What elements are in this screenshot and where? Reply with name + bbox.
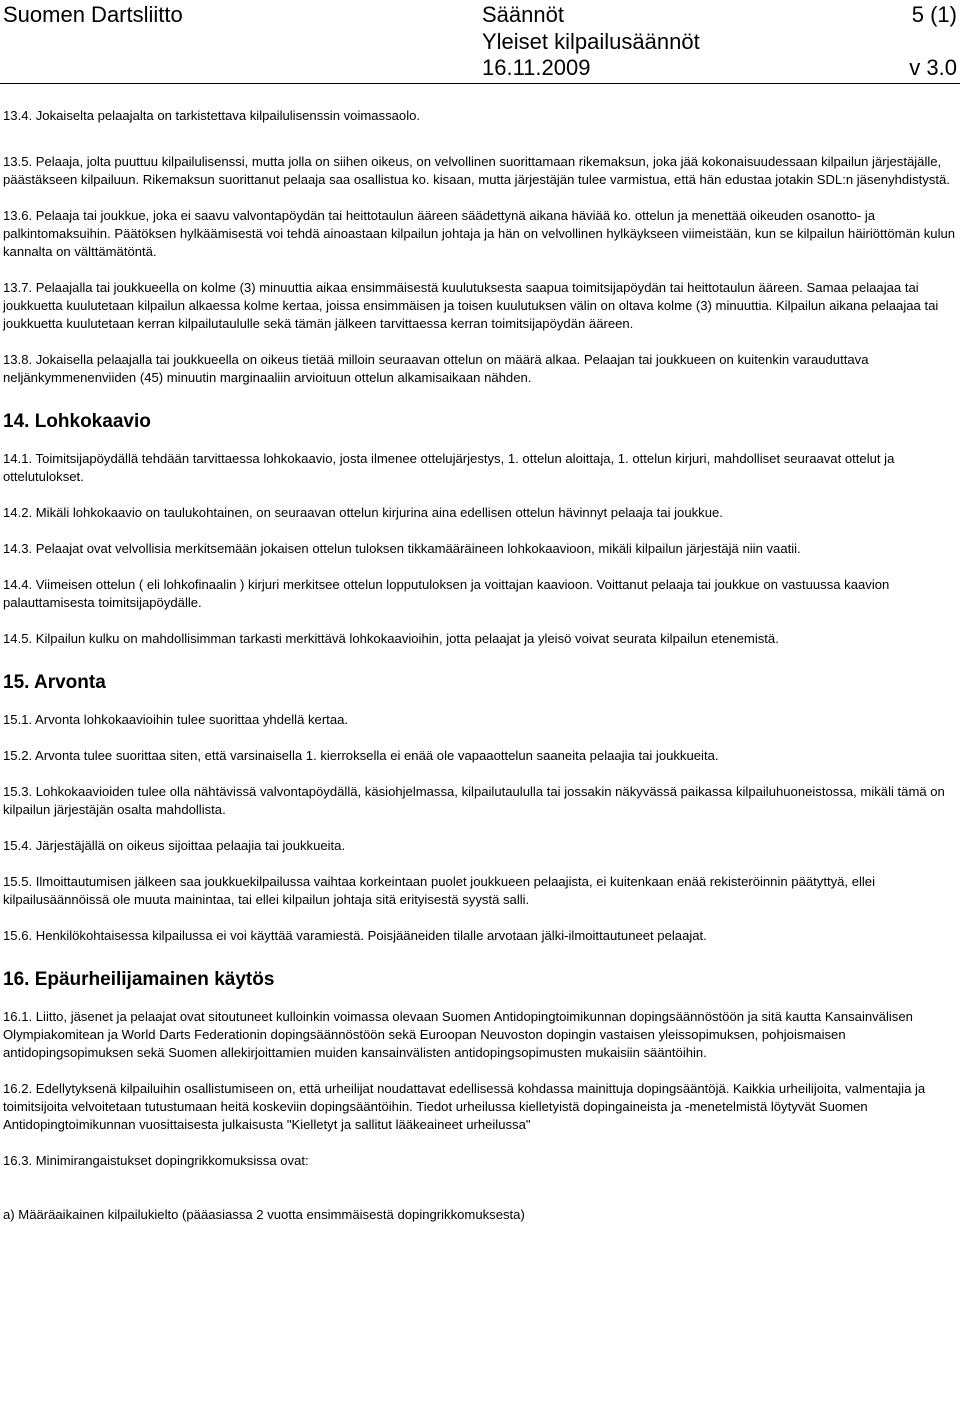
- paragraph-14-5: 14.5. Kilpailun kulku on mahdollisimman tarkasti merkittävä lohkokaavioihin, jotta pelaajat ja yleisö voivat seurata kilpailun etenemistä.: [3, 631, 779, 646]
- document-version: v 3.0: [909, 55, 957, 80]
- document-subtitle: Yleiset kilpailusäännöt: [482, 29, 700, 54]
- section-heading-14: 14. Lohkokaavio: [3, 411, 151, 432]
- paragraph-16-2: 16.2. Edellytyksenä kilpailuihin osallistumiseen on, että urheilijat noudattavat edellisessä kohdassa mainittuja dopingsääntöjä. Kaikkia urheilijoita, valmentajia ja toimitsijoita velvoitetaan tutustumaan heitä koskeviin dopingsääntöihin. Tiedot urheilussa kielletyistä dopingaineista ja -menetelmistä löytyvät Suomen Antidopingtoimikunnan vuosittaisesta julkaisusta "Kielletyt ja sallitut lääkeaineet urheilussa": [3, 1081, 926, 1132]
- paragraph-16-3-a: a) Määräaikainen kilpailukielto (pääasiassa 2 vuotta ensimmäisestä dopingrikkomuksesta): [3, 1207, 525, 1222]
- paragraph-16-1: 16.1. Liitto, jäsenet ja pelaajat ovat sitoutuneet kulloinkin voimassa olevaan Suomen Antidopingtoimikunnan dopingsäännöstöön ja sitä kautta Kansainvälisen Olympiakomitean ja World Darts Federationin dopingsäännöstöön sekä Euroopan Neuvoston dopingin vastaisen yleissopimuksen, pohjoismaisen antidopingsopimuksen sekä Suomen allekirjoittamien muiden kansainvälisten antidopingsopimusten mukaisiin sääntöihin.: [3, 1009, 913, 1060]
- paragraph-13-7: 13.7. Pelaajalla tai joukkueella on kolme (3) minuuttia aikaa ensimmäisestä kuulutuksesta saapua toimitsijapöydän tai heittotaulun ääreen. Samaa pelaajaa tai joukkuetta kuulutetaan kilpailun alkaessa kolme kertaa, joissa ensimmäisen ja toisen kuulutuksen välin on oltava kolme (3) minuuttia. Kilpailun aikana pelaajaa tai joukkuetta kuulutetaan kerran kilpailutaululle sekä tämän jälkeen tarvittaessa kerran toimitsijapöydän ääreen.: [3, 280, 939, 331]
- page-number: 5 (1): [911, 2, 957, 27]
- paragraph-16-3: 16.3. Minimirangaistukset dopingrikkomuksissa ovat:: [3, 1153, 309, 1168]
- paragraph-14-4: 14.4. Viimeisen ottelun ( eli lohkofinaalin ) kirjuri merkitsee ottelun lopputuloksen ja voittajan kaavioon. Voittanut pelaaja tai joukkue on vastuussa kaavion palauttamisesta toimitsijapöydälle.: [3, 577, 890, 610]
- document-body: [3, 85, 957, 1224]
- paragraph-15-5: 15.5. Ilmoittautumisen jälkeen saa joukkuekilpailussa vaihtaa korkeintaan puolet joukkueen pelaajista, ei kuitenkaan enää rekisteröinnin päätyttyä, ellei kilpailusäännöissä ole muuta mainintaa, tai ellei kilpailun johtaja sitä erityisestä syystä salli.: [3, 874, 876, 907]
- paragraph-13-5: 13.5. Pelaaja, jolta puuttuu kilpailulisenssi, mutta jolla on siihen oikeus, on velvollinen suorittamaan rikemaksun, joka jää kokonaisuudessaan kilpailun järjestäjälle, päästäkseen kilpailuun. Rikemaksun suorittanut pelaaja saa osallistua ko. kisaan, mutta järjestäjän tulee varmistua, että hän edustaa jotakin SDL:n jäsenyhdistystä.: [3, 154, 950, 187]
- paragraph-15-1: 15.1. Arvonta lohkokaavioihin tulee suorittaa yhdellä kertaa.: [3, 712, 349, 727]
- section-heading-15: 15. Arvonta: [3, 672, 106, 693]
- paragraph-13-4: 13.4. Jokaiselta pelaajalta on tarkistettava kilpailulisenssin voimassaolo.: [3, 108, 421, 123]
- document-title: Säännöt: [482, 2, 564, 27]
- header-divider: [0, 83, 960, 84]
- paragraph-14-1: 14.1. Toimitsijapöydällä tehdään tarvittaessa lohkokaavio, josta ilmenee ottelujärjestys, 1. ottelun aloittaja, 1. ottelun kirjuri, mahdolliset seuraavat ottelut ja ottelutulokset.: [3, 451, 895, 484]
- page-header: [0, 0, 960, 84]
- paragraph-13-8: 13.8. Jokaisella pelaajalla tai joukkueella on oikeus tietää milloin seuraavan ottelun on määrä alkaa. Pelaajan tai joukkueen on kuitenkin varauduttava neljänkymmenenviiden (45) minuutin marginaaliin arvioituun ottelun alkamisaikaan nähden.: [3, 352, 869, 385]
- paragraph-15-3: 15.3. Lohkokaavioiden tulee olla nähtävissä valvontapöydällä, käsiohjelmassa, kilpailutaululla tai jossakin näkyvässä paikassa kilpailuhuoneistossa, mikäli tämä on kilpailun järjestäjän osalta mahdollista.: [3, 784, 945, 817]
- paragraph-15-4: 15.4. Järjestäjällä on oikeus sijoittaa pelaajia tai joukkueita.: [3, 838, 346, 853]
- document-date: 16.11.2009: [482, 55, 591, 80]
- paragraph-13-6: 13.6. Pelaaja tai joukkue, joka ei saavu valvontapöydän tai heittotaulun ääreen säädettynä aikana häviää ko. ottelun ja menettää oikeuden osanotto- ja palkintomaksuihin. Päätöksen hylkäämisestä voi tehdä ainoastaan kilpailun johtaja ja hän on velvollinen hylkäykseen viimeistään, kun se kilpailun häiriöttömän kulun kannalta on välttämätöntä.: [3, 208, 956, 259]
- section-heading-16: 16. Epäurheilijamainen käytös: [3, 969, 275, 990]
- organization-name: Suomen Dartsliitto: [3, 2, 183, 27]
- paragraph-14-3: 14.3. Pelaajat ovat velvollisia merkitsemään jokaisen ottelun tuloksen tikkamääräineen lohkokaavioon, mikäli kilpailun järjestäjä niin vaatii.: [3, 541, 801, 556]
- paragraph-14-2: 14.2. Mikäli lohkokaavio on taulukohtainen, on seuraavan ottelun kirjurina aina edellisen ottelun hävinnyt pelaaja tai joukkue.: [3, 505, 723, 520]
- paragraph-15-2: 15.2. Arvonta tulee suorittaa siten, että varsinaisella 1. kierroksella ei enää ole vapaaottelun saaneita pelaajia tai joukkueita.: [3, 748, 719, 763]
- paragraph-15-6: 15.6. Henkilökohtaisessa kilpailussa ei voi käyttää varamiestä. Poisjääneiden tilalle arvotaan jälki-ilmoittautuneet pelaajat.: [3, 928, 707, 943]
